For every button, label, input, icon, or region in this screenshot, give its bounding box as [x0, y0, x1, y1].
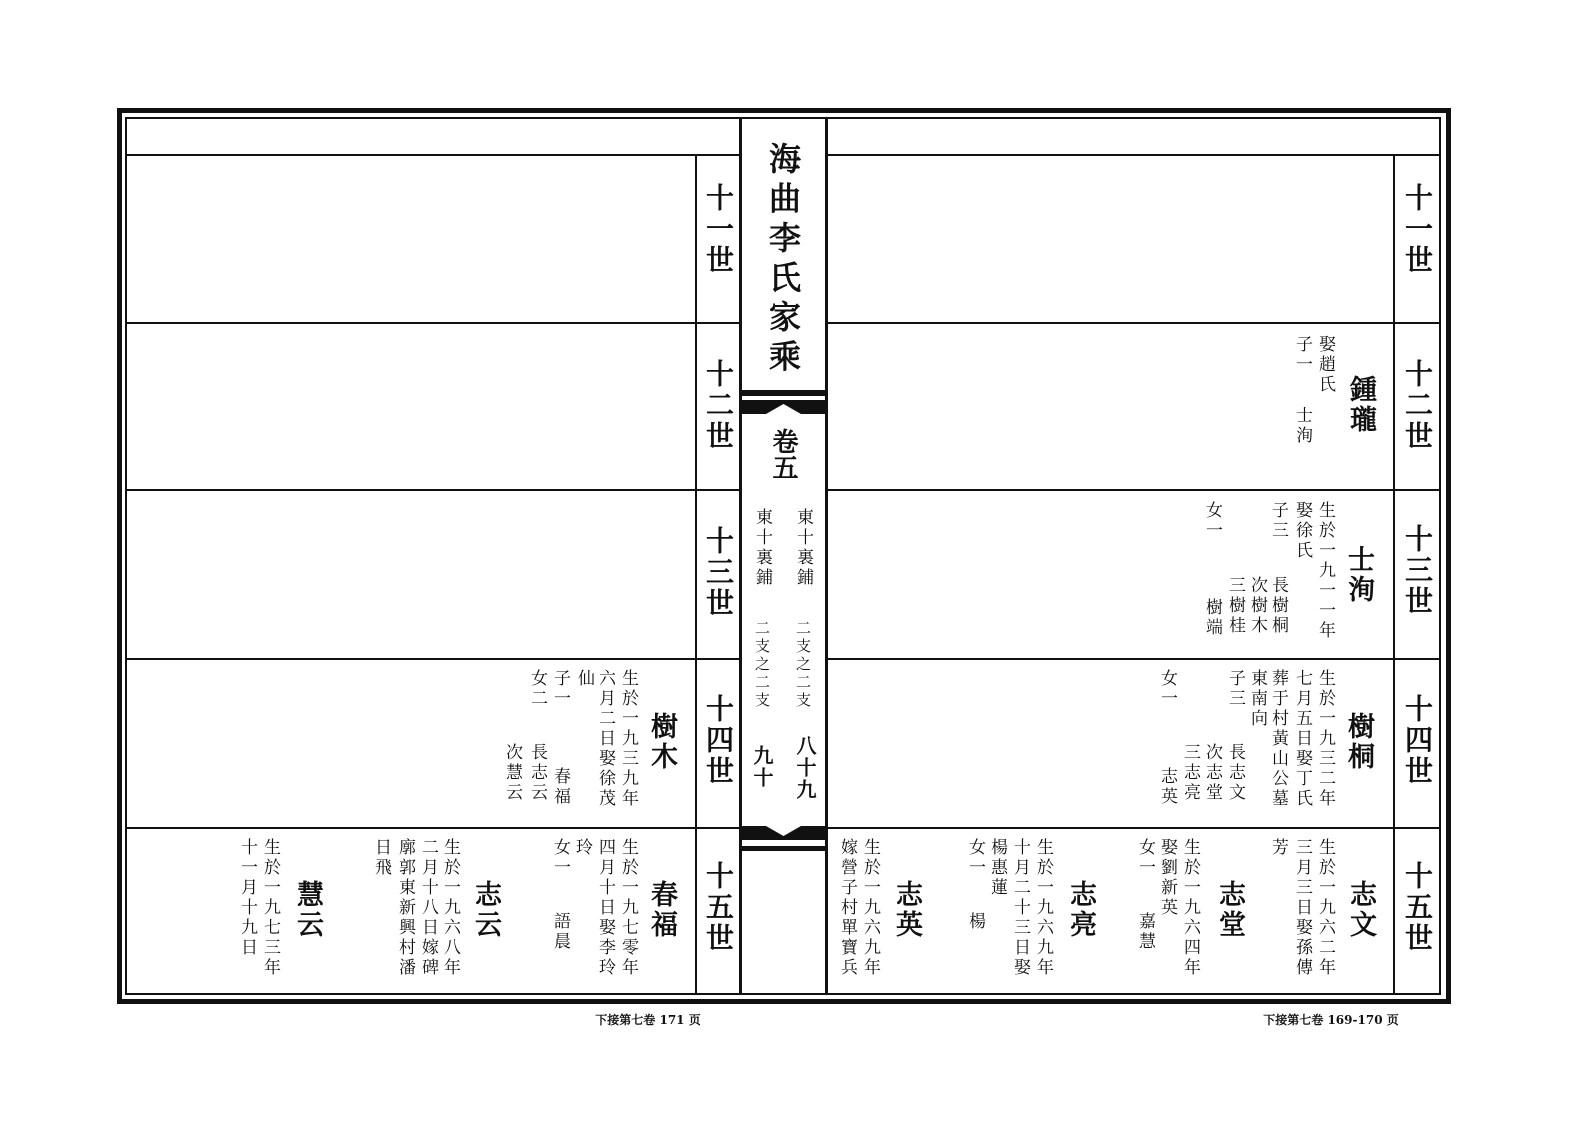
right-row-line	[826, 658, 1441, 660]
child-name: 樹端	[1202, 598, 1222, 638]
child-name: 語晨	[550, 912, 570, 952]
entry-text: 子三	[1268, 501, 1288, 541]
person-name: 樹木	[646, 712, 677, 772]
generation-label: 十三世	[702, 526, 735, 619]
entry-text: 玲	[572, 838, 592, 858]
ornament-bar	[741, 390, 826, 396]
entry-text: 子三	[1225, 669, 1245, 709]
person-name: 志云	[470, 880, 501, 940]
entry-text: 生於一九一一年	[1315, 501, 1335, 641]
right-row-line	[826, 827, 1441, 829]
entry-text: 子一	[1292, 335, 1312, 375]
child-name: 三樹桂	[1225, 576, 1245, 636]
generation-label: 十二世	[702, 359, 735, 452]
person-name: 春福	[646, 880, 677, 940]
ornament-notch-shape	[741, 400, 826, 414]
spine-left-page-number: 九十	[750, 745, 774, 789]
entry-text: 女二	[527, 669, 547, 709]
person-name: 鍾瓏	[1345, 375, 1376, 435]
entry-text: 生於一九三九年	[618, 669, 638, 809]
spine-right-branch: 二支之二支	[794, 620, 812, 710]
left-row-line	[125, 827, 740, 829]
spine-left-border	[739, 117, 742, 995]
child-name: 長樹桐	[1268, 576, 1288, 636]
child-name: 次慧云	[502, 743, 522, 803]
child-name: 長志文	[1225, 743, 1245, 803]
entry-text: 生於一九六四年	[1180, 838, 1200, 978]
left-generation-column-line	[695, 155, 697, 995]
child-name: 嘉慧	[1135, 912, 1155, 952]
book-title: 海曲李氏家乘	[764, 142, 802, 379]
child-name: 三志亮	[1180, 743, 1200, 803]
child-name: 志英	[1157, 767, 1177, 807]
left-row-line	[125, 322, 740, 324]
entry-text: 楊惠蓮	[987, 838, 1007, 898]
entry-text: 東南向	[1247, 669, 1267, 729]
entry-text: 女一	[965, 838, 985, 878]
spine-right-place: 東十裏鋪	[793, 508, 813, 588]
entry-text: 日飛	[371, 838, 391, 878]
entry-text: 女一	[1135, 838, 1155, 878]
entry-text: 四月十日娶李玲	[595, 838, 615, 978]
person-name: 志堂	[1214, 880, 1245, 940]
entry-text: 生於一九七三年	[260, 838, 280, 978]
entry-text: 嫁營子村單寶兵	[837, 838, 857, 978]
entry-text: 七月五日娶丁氏	[1292, 669, 1312, 809]
entry-text: 三月三日娶孫傳	[1292, 838, 1312, 978]
spine-right-page-number: 八十九	[793, 735, 817, 801]
right-row-line	[826, 489, 1441, 491]
entry-text: 生於一九七零年	[618, 838, 638, 978]
entry-text: 娶趙氏	[1315, 335, 1335, 395]
entry-text: 二月十八日嫁碑	[418, 838, 438, 978]
child-name: 長志云	[527, 743, 547, 803]
entry-text: 生於一九六八年	[440, 838, 460, 978]
spine-right-border	[825, 117, 828, 995]
spine-left-place: 東十裏鋪	[752, 508, 772, 588]
entry-text: 娶劉新英	[1157, 838, 1177, 918]
child-name: 次樹木	[1247, 576, 1267, 636]
ornament-bar	[741, 846, 826, 851]
person-name: 志亮	[1065, 880, 1096, 940]
person-name: 樹桐	[1343, 712, 1374, 772]
entry-text: 葬于村黃山公墓	[1268, 669, 1288, 809]
entry-text: 女一	[1157, 669, 1177, 709]
right-page-footer: 下接第七卷 169-170 页	[1263, 1013, 1399, 1027]
entry-text: 生於一九六九年	[1033, 838, 1053, 978]
left-page-footer: 下接第七卷 171 页	[595, 1013, 701, 1027]
fish-tail-ornament-bottom	[741, 822, 826, 854]
generation-label: 十四世	[1401, 694, 1434, 787]
child-name: 春福	[550, 767, 570, 807]
entry-text: 子一	[550, 669, 570, 709]
person-name: 士洵	[1343, 545, 1374, 605]
ornament-notch-shape	[741, 826, 826, 840]
left-row-line	[125, 489, 740, 491]
entry-text: 廓郭東新興村潘	[395, 838, 415, 978]
person-name: 志文	[1345, 880, 1376, 940]
right-generation-column-line	[1393, 155, 1395, 995]
generation-label: 十三世	[1401, 524, 1434, 617]
left-row-line	[125, 658, 740, 660]
generation-label: 十四世	[702, 694, 735, 787]
child-name: 次志堂	[1202, 743, 1222, 803]
person-name: 慧云	[292, 880, 323, 940]
entry-text: 生於一九三二年	[1315, 669, 1335, 809]
fish-tail-ornament-top	[741, 386, 826, 418]
entry-text: 娶徐氏	[1292, 501, 1312, 561]
right-header-line	[826, 154, 1441, 156]
generation-label: 十五世	[702, 861, 735, 954]
entry-text: 仙	[574, 669, 594, 689]
entry-text: 十一月十九日	[237, 838, 257, 958]
left-header-line	[125, 154, 740, 156]
generation-label: 十一世	[1401, 183, 1434, 276]
generation-label: 十二世	[1401, 359, 1434, 452]
child-name: 楊	[965, 912, 985, 932]
person-name: 志英	[891, 880, 922, 940]
entry-text: 女一	[550, 838, 570, 878]
right-row-line	[826, 322, 1441, 324]
entry-text: 十月二十三日娶	[1010, 838, 1030, 978]
entry-text: 生於一九六二年	[1315, 838, 1335, 978]
entry-text: 六月二日娶徐茂	[595, 669, 615, 809]
entry-text: 女一	[1202, 501, 1222, 541]
child-name: 士洵	[1292, 406, 1312, 446]
volume-label: 卷五	[768, 428, 798, 480]
entry-text: 生於一九六九年	[860, 838, 880, 978]
spine-left-branch: 二支之二支	[753, 620, 771, 710]
generation-label: 十五世	[1401, 861, 1434, 954]
entry-text: 芳	[1268, 838, 1288, 858]
generation-label: 十一世	[702, 183, 735, 276]
